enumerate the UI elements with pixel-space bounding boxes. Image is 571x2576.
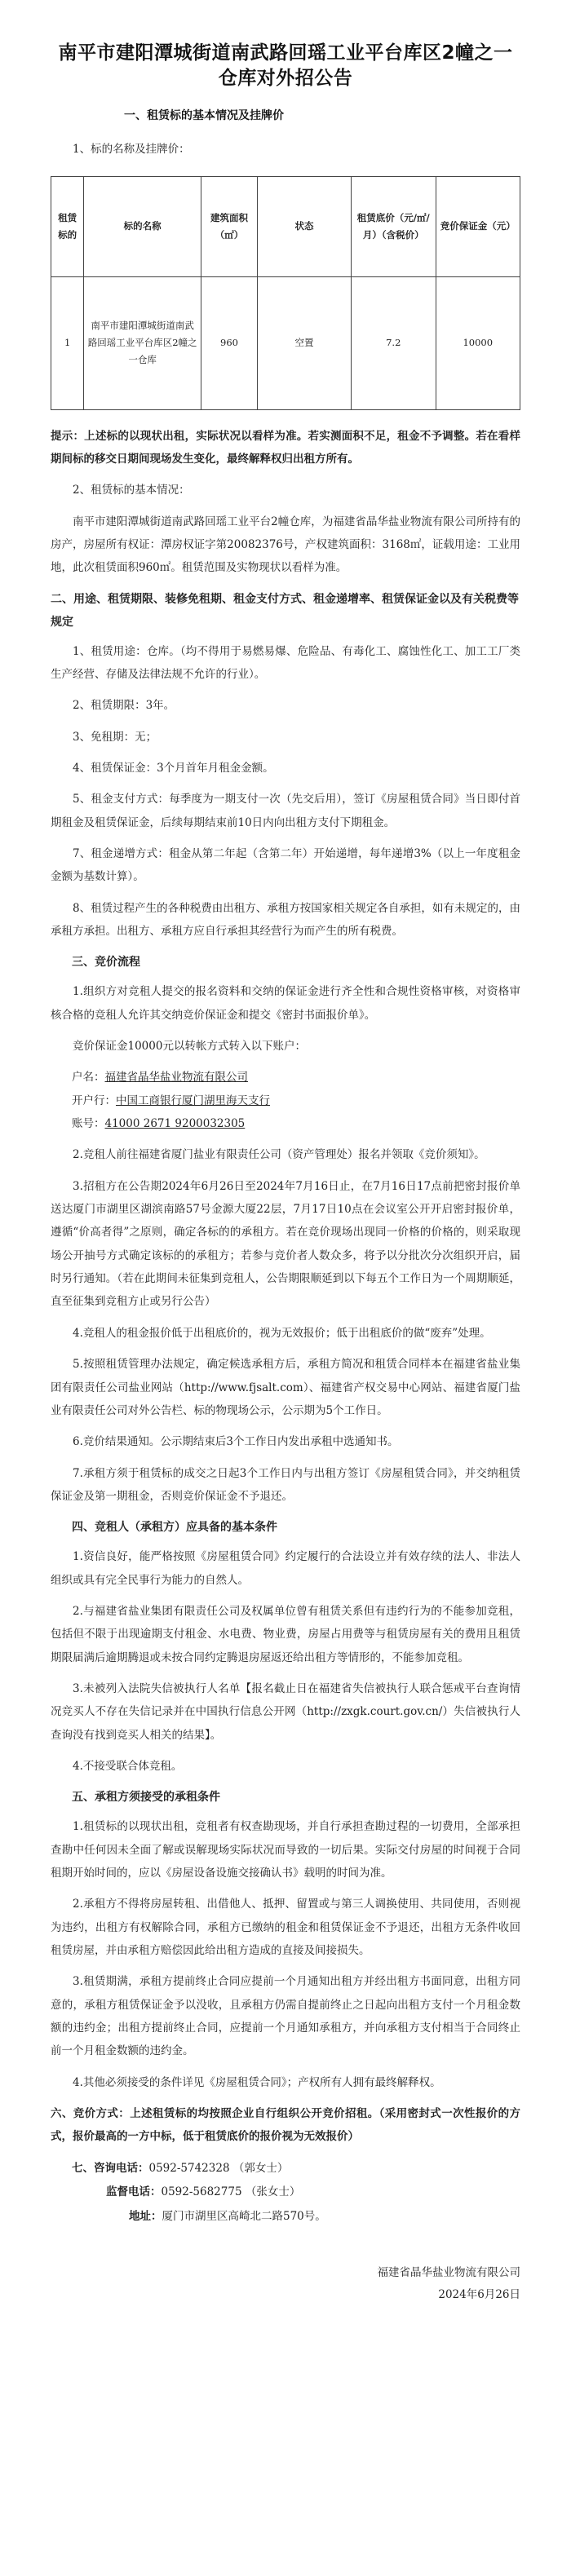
consult-phone-row xyxy=(51,2157,520,2181)
col-header-id: 租赁标的 xyxy=(51,176,84,276)
cell-area: 960 xyxy=(201,276,258,409)
account-bank-row xyxy=(51,1089,520,1112)
address: 厦门市湖里区高崎北二路570号。 xyxy=(162,2210,326,2224)
account-number: 41000 2671 9200032305 xyxy=(104,1117,246,1131)
section-2-item: 4、租赁保证金：3个月首年月租金金额。 xyxy=(73,761,274,775)
section-5-item: 2.承租方不得将房屋转租、出借他人、抵押、留置或与第三人调换使用、共同使用，否则视为违约，出租方有权解除合同，承租方已缴纳的租金和租赁保证金不予退还，出租方无条件收回租赁房屋，并由承租方赔偿因此给出租方造成的直接及间接损失。 xyxy=(51,1898,520,1958)
cell-id: 1 xyxy=(51,276,84,409)
address-label: 地址： xyxy=(129,2210,162,2224)
bid-table xyxy=(51,176,520,410)
account-name-label: 户名： xyxy=(72,1071,105,1085)
col-header-area: 建筑面积（㎡） xyxy=(201,176,258,276)
consult-phone-label: 七、咨询电话： xyxy=(72,2161,149,2175)
bid-table-header-row xyxy=(51,176,520,276)
account-bank-label: 开户行： xyxy=(72,1094,116,1107)
section-6-bidding-method: 六、竞价方式：上述租赁标的均按照企业自行组织公开竞价招租。（采用密封式一次性报价的方式，报价最高的一方中标，低于租赁底价的报价视为无效报价） xyxy=(51,2107,520,2144)
section-4-item: 2.与福建省盐业集团有限责任公司及权属单位曾有租赁关系但有违约行为的不能参加竞租，包括但不限于出现逾期支付租金、水电费、物业费，房屋占用费等与租赁房屋有关的费用且租赁期限届满后逾期腾退或未按合同约定腾退房屋返还给出租方等情形的，不能参加竞租。 xyxy=(51,1604,520,1664)
section-2-heading: 二、用途、租赁期限、装修免租期、租金支付方式、租金递增率、租赁保证金以及有关税费等规定 xyxy=(51,592,519,629)
supervise-phone: 0592-5682775 （张女士） xyxy=(161,2185,301,2199)
section-3-item-1: 1.组织方对竞租人提交的报名资料和交纳的保证金进行齐全性和合规性资格审核，对资格审核合格的竞租人允许其交纳竞价保证金和提交《密封书面报价单》。 xyxy=(51,985,520,1022)
col-header-deposit: 竞价保证金（元） xyxy=(436,176,520,276)
section-5-item: 1.租赁标的以现状出租，竞租者有权查勘现场，并自行承担查勘过程的一切费用，全部承担查勘中任何因未全面了解或误解现场实际状况而导致的一切后果。实际交付房屋的时间视于合同租期开始时间的，应以《房屋设备设施交接确认书》载明的时间为准。 xyxy=(51,1820,520,1880)
section-3-item-5: 5.按照租赁管理办法规定，确定候选承租方后，承租方简况和租赁合同样本在福建省盐业集团有限责任公司盐业网站（http://www.fjsalt.com）、福建省产权交易中心网站、福建省厦门盐业有限责任公司对外公告栏、标的物现场公示，公示期为5个工作日。 xyxy=(51,1358,520,1417)
section-2-item: 3、免租期：无； xyxy=(73,730,157,744)
page-title: 南平市建阳潭城街道南武路回瑶工业平台库区2幢之一仓库对外招公告 xyxy=(58,42,513,89)
section-4-item: 4.不接受联合体竞租。 xyxy=(73,1759,183,1773)
col-header-price: 租赁底价（元/㎡/月）（含税价） xyxy=(352,176,436,276)
section-3-item-7: 7.承租方须于租赁标的成交之日起3个工作日内与出租方签订《房屋租赁合同》，并交纳租赁保证金及第一期租金，否则竞价保证金不予退还。 xyxy=(51,1466,520,1503)
section-1-item-2: 2、租赁标的基本情况： xyxy=(73,484,190,497)
section-3-item-4: 4.竞租人的租金报价低于出租底价的，视为无效报价；低于出租底价的做“废弃”处理。 xyxy=(73,1326,491,1340)
section-4-item: 1.资信良好，能严格按照《房屋租赁合同》约定履行的合法设立并有效存续的法人、非法人组织或具有完全民事行为能力的自然人。 xyxy=(51,1550,520,1587)
section-3-item-6: 6.竞价结果通知。公示期结束后3个工作日内发出承租中选通知书。 xyxy=(73,1435,399,1449)
section-3-item-2: 2.竞租人前往福建省厦门盐业有限责任公司（资产管理处）报名并领取《竞价须知》。 xyxy=(73,1148,485,1162)
cell-name: 南平市建阳潭城街道南武路回瑶工业平台库区2幢之一仓库 xyxy=(84,276,201,409)
cell-price: 7.2 xyxy=(352,276,436,409)
section-1-tip: 提示：上述标的以现状出租，实际状况以看样为准。若实测面积不足，租金不予调整。若在看样期间标的移交日期间现场发生变化，最终解释权归出租方所有。 xyxy=(51,429,520,466)
section-5-item: 3.租赁期满，承租方提前终止合同应提前一个月通知出租方并经出租方书面同意，出租方同意的，承租方租赁保证金予以没收，且承租方仍需自提前终止之日起向出租方支付一个月租金数额的违约金；出租方提前终止合同，应提前一个月通知承租方，并向承租方支付相当于合同终止前一个月租金数额的违约金。 xyxy=(51,1975,520,2058)
section-1-item-1: 1、标的名称及挂牌价： xyxy=(73,143,190,157)
cell-status: 空置 xyxy=(258,276,352,409)
consult-phone: 0592-5742328 （郭女士） xyxy=(148,2161,289,2175)
table-row xyxy=(51,276,520,409)
section-4-heading: 四、竞租人（承租方）应具备的基本条件 xyxy=(72,1521,277,1535)
signature-org: 福建省晶华盐业物流有限公司 xyxy=(377,2265,520,2279)
account-bank: 中国工商银行厦门湖里海天支行 xyxy=(116,1094,270,1107)
supervise-phone-row xyxy=(51,2181,520,2205)
account-number-label: 账号： xyxy=(72,1117,105,1131)
col-header-name: 标的名称 xyxy=(84,176,201,276)
supervise-phone-label: 监督电话： xyxy=(106,2185,162,2199)
section-3-heading: 三、竞价流程 xyxy=(72,956,140,970)
section-2-item: 7、租金递增方式：租金从第二年起（含第二年）开始递增，每年递增3%（以上一年度租金金额为基数计算）。 xyxy=(51,846,520,884)
account-name-row xyxy=(51,1066,520,1089)
section-4-item: 3.未被列入法院失信被执行人名单【报名截止日在福建省失信被执行人联合惩戒平台查询情况竞买人不存在失信记录并在中国执行信息公开网（http://zxgk.court.gov.cn/）失信被执行人查询没有找到竞买人相关的结果】。 xyxy=(51,1681,520,1742)
col-header-status: 状态 xyxy=(258,176,352,276)
account-name: 福建省晶华盐业物流有限公司 xyxy=(104,1071,248,1085)
section-2-item: 8、租赁过程产生的各种税费由出租方、承租方按国家相关规定各自承担，如有未规定的，由承租方承担。出租方、承租方应自行承担其经营行为而产生的所有税费。 xyxy=(51,901,520,938)
section-2-item: 1、租赁用途：仓库。（均不得用于易燃易爆、危险品、有毒化工、腐蚀性化工、加工工厂类生产经营、存储及法律法规不允许的行业）。 xyxy=(51,644,520,681)
section-2-item: 2、租赁期限：3年。 xyxy=(73,699,175,713)
account-number-row xyxy=(51,1112,520,1135)
cell-deposit: 10000 xyxy=(436,276,520,409)
section-2-item: 5、租金支付方式：每季度为一期支付一次（先交后用），签订《房屋租赁合同》当日即付首期租金及租赁保证金，后续每期结束前10日内向出租方支付下期租金。 xyxy=(51,793,520,829)
deposit-line: 竞价保证金10000元以转帐方式转入以下账户： xyxy=(73,1040,306,1054)
section-1-item-2-body: 南平市建阳潭城街道南武路回瑶工业平台2幢仓库，为福建省晶华盐业物流有限公司所持有的房产，房屋所有权证：潭房权证字第20082376号，产权建筑面积：3168㎡，证载用途：工业用地，此次租赁面积960㎡。租赁范围及实物现状以看样为准。 xyxy=(51,515,520,575)
section-3-item-3: 3.招租方在公告期2024年6月26日至2024年7月16日止，在7月16日17点前把密封报价单送达厦门市湖里区湖滨南路57号金源大厦22层，7月17日10点在会议室公开开启密封报价单，遵循“价高者得”之原则，确定各标的的承租方。若在竞价现场出现同一价格的价格的，则采取现场公开抽号方式确定该标的的承租方；若参与竞价者人数众多，将予以分批次分次组织开启，届时另行通知。（若在此期间未征集到竞租人，公告期限顺延到以下每五个工作日为一个周期顺延，直至征集到竞租方止或另行公告） xyxy=(51,1179,520,1309)
section-5-heading: 五、承租方须接受的承租条件 xyxy=(72,1791,220,1805)
section-1-heading: 一、租赁标的基本情况及挂牌价 xyxy=(124,109,284,123)
address-row xyxy=(51,2205,520,2229)
signature-date: 2024年6月26日 xyxy=(438,2287,520,2301)
section-5-item: 4.其他必须接受的条件详见《房屋租赁合同》；产权所有人拥有最终解释权。 xyxy=(73,2075,441,2089)
